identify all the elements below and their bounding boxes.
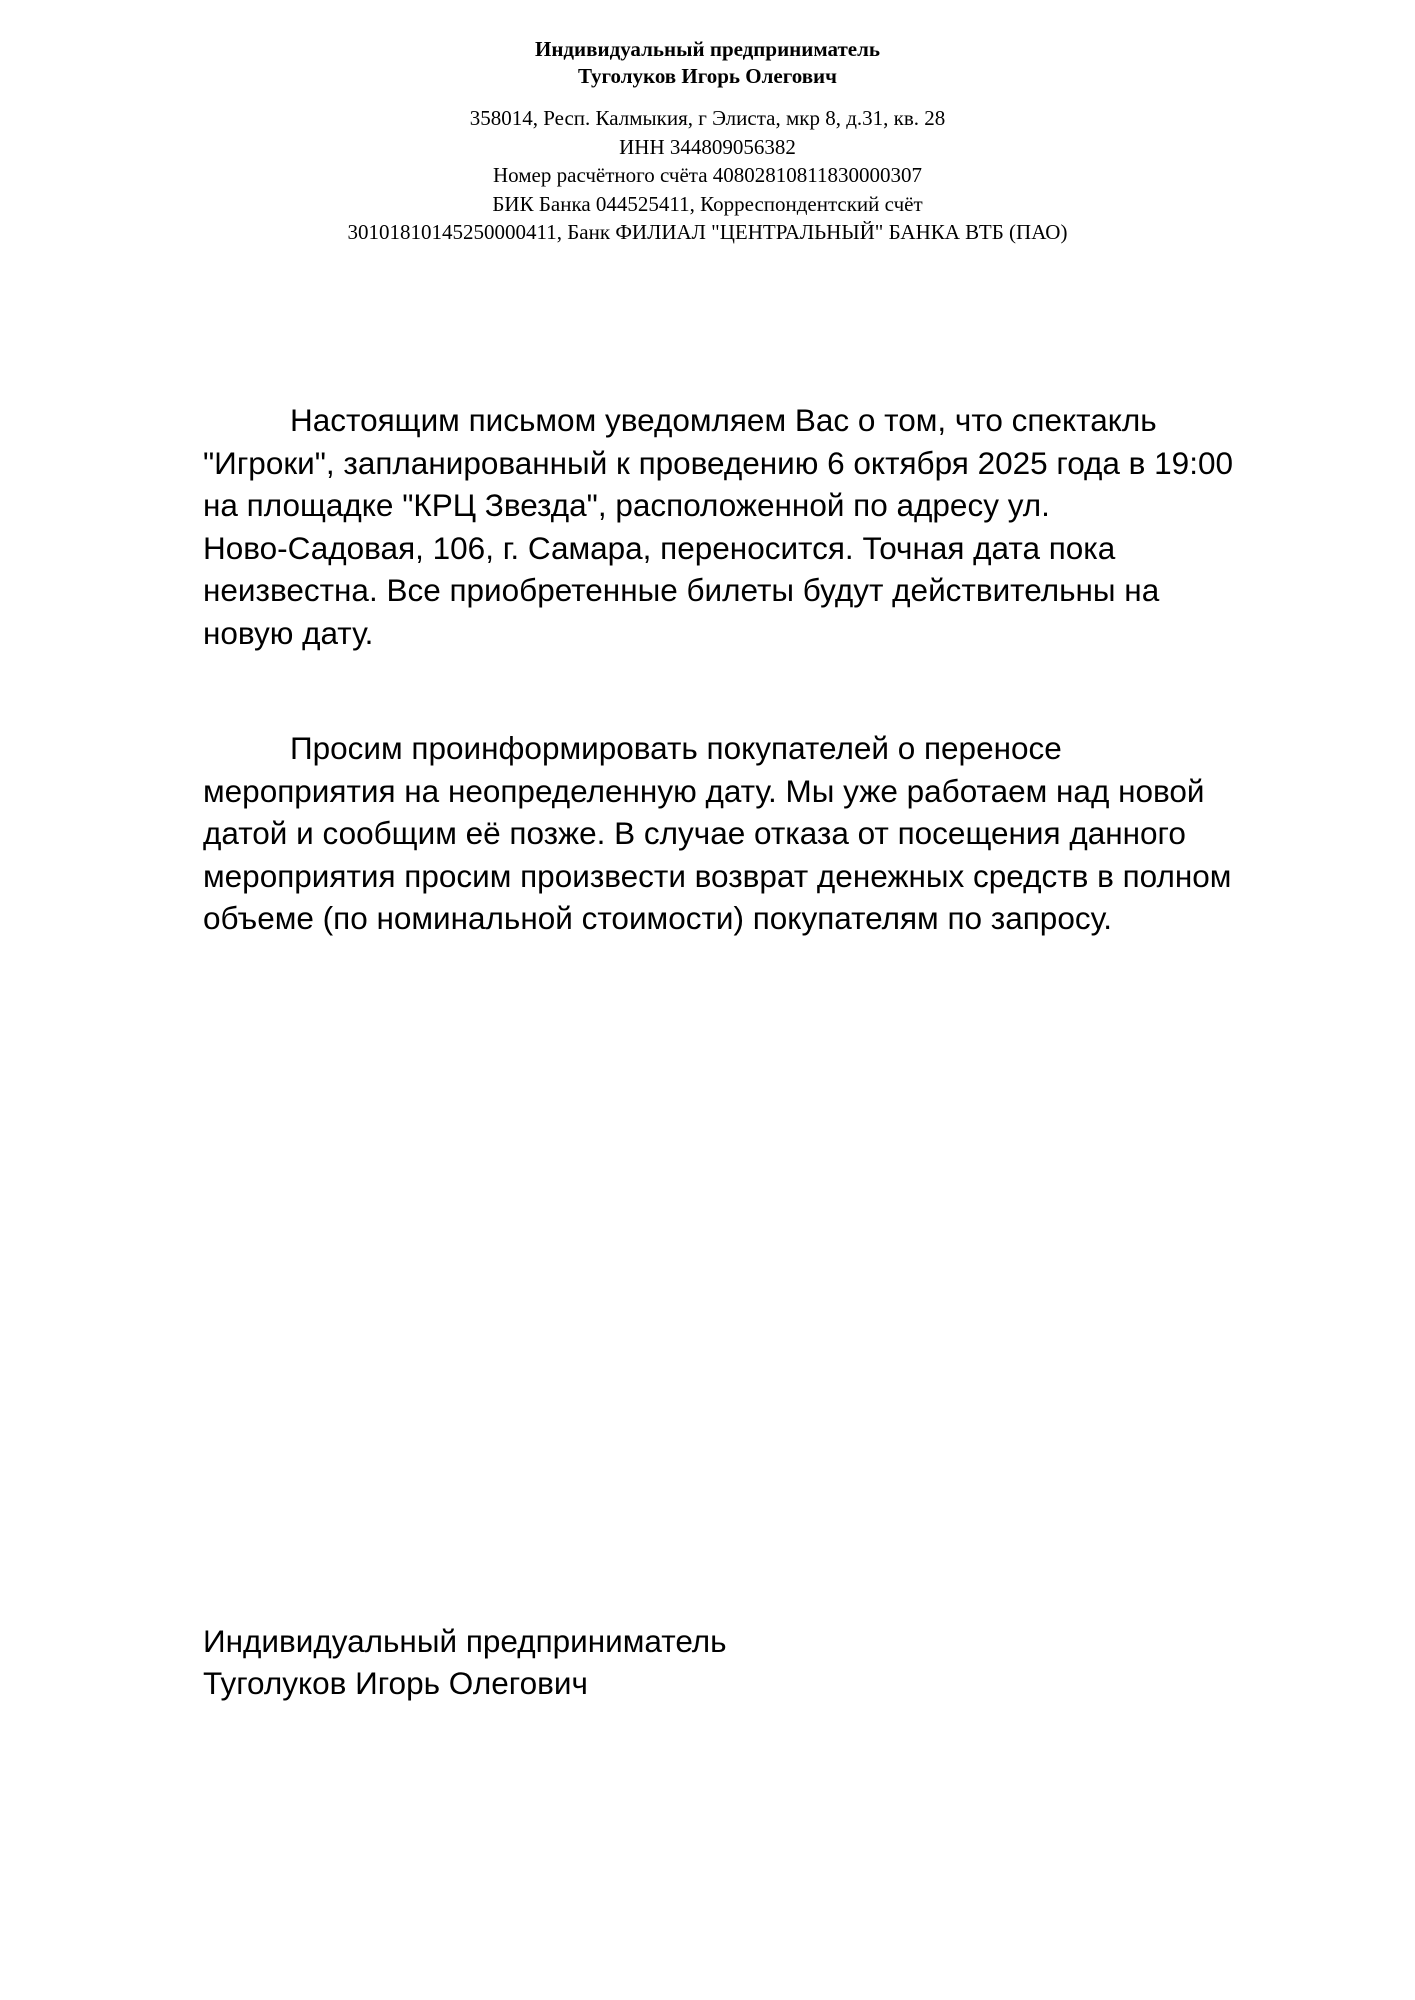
letterhead [0, 36, 1415, 247]
letterhead-title-name: Туголуков Игорь Олегович [578, 64, 837, 88]
paragraph-line: объеме (по номинальной стоимости) покупателям по запросу. [203, 900, 1112, 937]
paragraph-line: Ново-Садовая, 106, г. Самара, переносится. Точная дата пока [203, 529, 1116, 566]
letterhead-address: 358014, Респ. Калмыкия, г Элиста, мкр 8, д.31, кв. 28 [469, 106, 946, 130]
paragraph-line: мероприятия на неопределенную дату. Мы уже работаем над новой [203, 772, 1205, 809]
paragraph-line: Просим проинформировать покупателей о переносе [290, 730, 1062, 766]
signature-position: Индивидуальный предприниматель [203, 1623, 727, 1659]
paragraph-line: новую дату. [203, 614, 374, 651]
signature-name: Туголуков Игорь Олегович [203, 1665, 588, 1701]
letterhead-details [0, 104, 1415, 247]
paragraph-line: мероприятия просим произвести возврат денежных средств в полном [203, 857, 1232, 894]
letterhead-title-position: Индивидуальный предприниматель [534, 37, 881, 61]
letterhead-title [0, 36, 1415, 90]
letterhead-account: Номер расчётного счёта 40802810811830000307 [493, 163, 922, 187]
paragraph-line: Настоящим письмом уведомляем Вас о том, что спектакль [290, 402, 1157, 438]
paragraph-line: "Игроки", запланированный к проведению 6 октября 2025 года в 19:00 [203, 444, 1233, 481]
body-paragraph-2 [203, 727, 1323, 940]
paragraph-line: датой и сообщим её позже. В случае отказа от посещения данного [203, 815, 1186, 852]
body-paragraph-1 [203, 399, 1323, 655]
letterhead-corr-account-bank: 30101810145250000411, Банк ФИЛИАЛ "ЦЕНТРАЛЬНЫЙ" БАНКА ВТБ (ПАО) [347, 220, 1068, 244]
letterhead-bik: БИК Банка 044525411, Корреспондентский счёт [492, 191, 923, 216]
paragraph-line: на площадке "КРЦ Звезда", расположенной по адресу ул. [203, 487, 1050, 524]
paragraph-line: неизвестна. Все приобретенные билеты будут действительны на [203, 572, 1160, 609]
letterhead-inn: ИНН 344809056382 [619, 134, 796, 159]
signature-block [203, 1620, 727, 1704]
